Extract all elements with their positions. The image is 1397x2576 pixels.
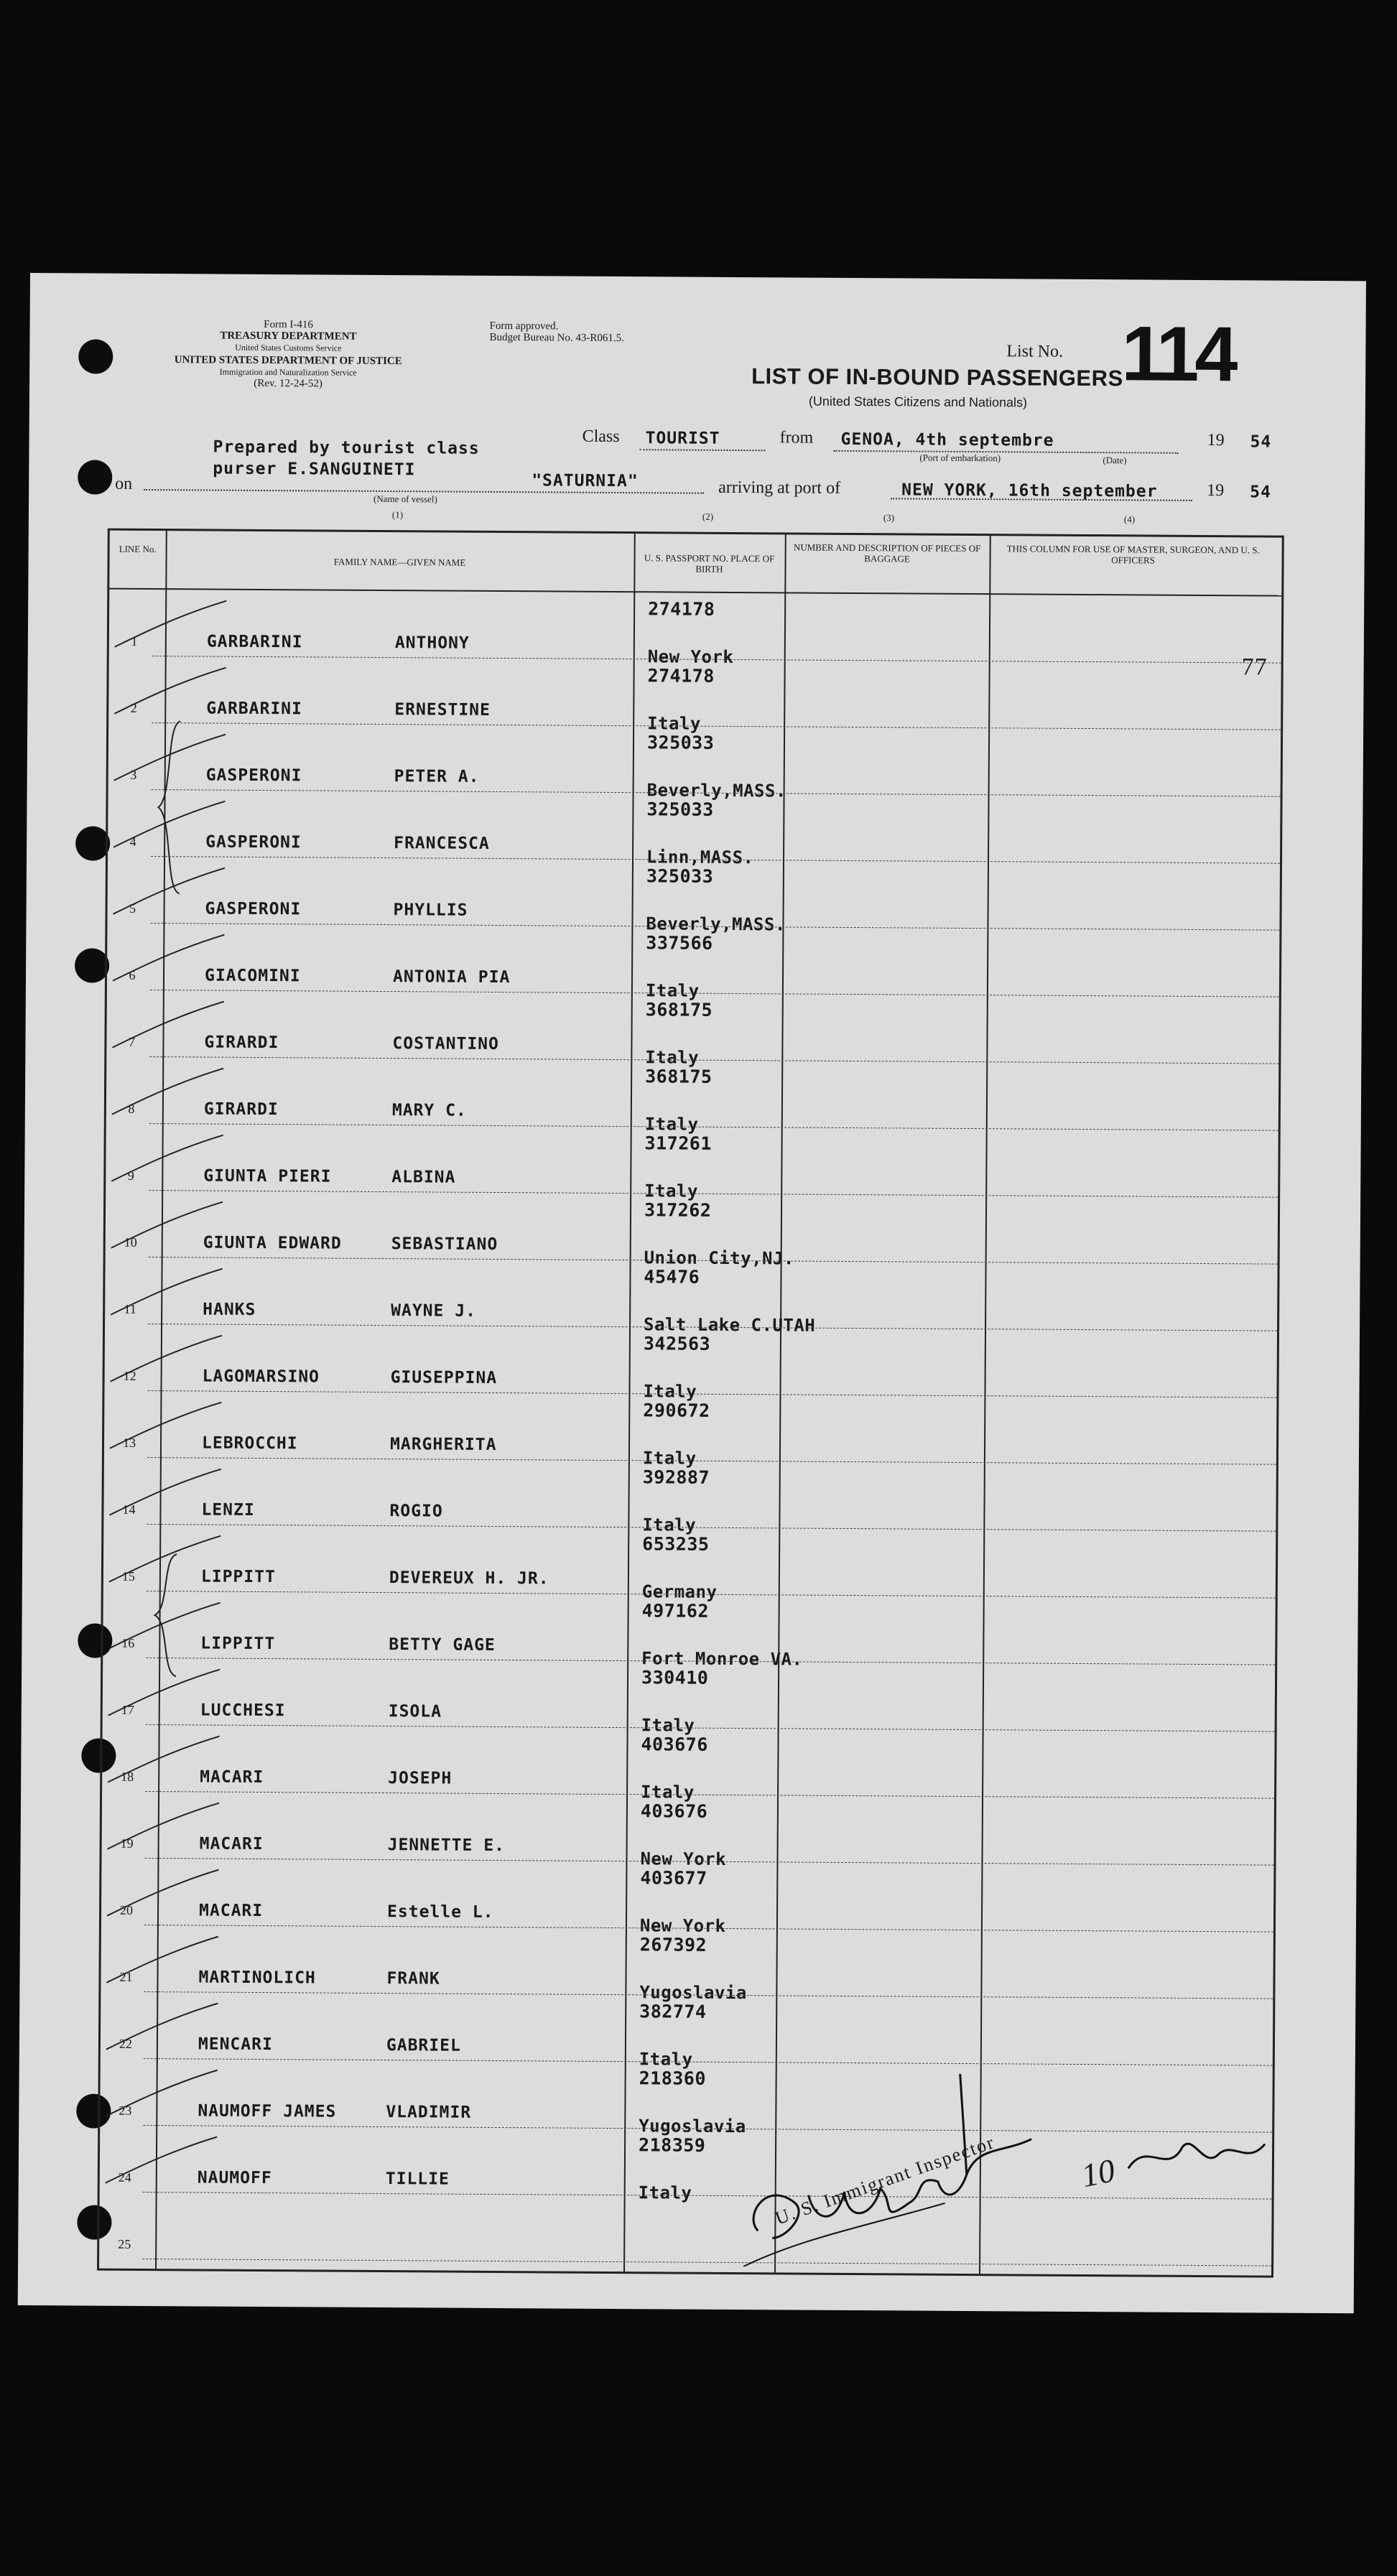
line-number: 5 <box>129 901 136 916</box>
line-number: 1 <box>131 633 138 648</box>
place-of-birth: New York <box>647 646 734 667</box>
col-marker-3: (3) <box>883 512 895 524</box>
family-name: NAUMOFF <box>197 2168 272 2188</box>
list-number: 114 <box>1120 310 1234 398</box>
given-name: GABRIEL <box>386 2036 461 2055</box>
table-row <box>102 1792 1275 1869</box>
col-header-officers: THIS COLUMN FOR USE OF MASTER, SURGEON, AND U. S. OFFICERS <box>1006 543 1260 566</box>
date-label: (Date) <box>1103 455 1127 466</box>
line-number: 18 <box>121 1769 134 1784</box>
line-number: 21 <box>119 1969 133 1984</box>
check-tick-mark <box>98 2066 221 2124</box>
check-tick-mark <box>104 1198 226 1256</box>
line-number: 24 <box>118 2170 131 2185</box>
year-1: 54 <box>1250 432 1272 452</box>
inspector-signature <box>729 2058 1075 2269</box>
family-name: GIACOMINI <box>204 966 301 986</box>
passport-number: 218359 <box>639 2134 706 2156</box>
check-tick-mark <box>101 1799 223 1857</box>
line-number: 23 <box>119 2103 132 2118</box>
row-rule <box>142 2259 1271 2266</box>
place-of-birth: Yugoslavia <box>639 2116 746 2137</box>
class-underline <box>640 449 766 451</box>
place-of-birth: Italy <box>647 713 702 734</box>
place-of-birth: Italy <box>644 1114 699 1135</box>
passport-number: 325033 <box>646 732 715 753</box>
table-row <box>106 1057 1279 1135</box>
passport-number: 403677 <box>640 1867 707 1889</box>
given-name: PHYLLIS <box>393 901 468 920</box>
passport-number: 218360 <box>639 2068 707 2089</box>
col-marker-1: (1) <box>391 509 404 521</box>
family-name: LIPPITT <box>200 1634 276 1654</box>
family-name: HANKS <box>203 1300 256 1319</box>
form-title: LIST OF IN-BOUND PASSENGERS <box>751 363 1123 391</box>
given-name: WAYNE J. <box>391 1301 477 1321</box>
year-2: 54 <box>1250 483 1271 502</box>
col-header-passport: U. S. PASSPORT NO. PLACE OF BIRTH <box>644 552 775 575</box>
check-tick-mark <box>105 1064 227 1122</box>
place-of-birth: New York <box>639 1915 726 1936</box>
family-name: LIPPITT <box>200 1567 276 1587</box>
family-name: MARTINOLICH <box>198 1968 316 1988</box>
table-row <box>99 2193 1272 2266</box>
check-tick-mark <box>108 597 230 655</box>
table-row <box>103 1458 1276 1535</box>
justice-department: UNITED STATES DEPARTMENT OF JUSTICE <box>174 354 402 368</box>
given-name: GIUSEPPINA <box>390 1368 498 1387</box>
on-label: on <box>115 474 133 493</box>
list-no-label: List No. <box>1006 342 1064 361</box>
passport-number: 653235 <box>642 1533 710 1555</box>
line-number: 9 <box>127 1168 134 1183</box>
line-number: 8 <box>128 1101 135 1116</box>
given-name: DEVEREUX H. JR. <box>389 1568 549 1589</box>
place-of-birth: Fort Monroe VA. <box>641 1648 803 1670</box>
passport-number: 497162 <box>641 1600 710 1622</box>
passport-number: 382774 <box>639 2001 707 2022</box>
table-row <box>103 1591 1276 1670</box>
passport-number: 317261 <box>644 1133 713 1154</box>
table-row <box>109 590 1282 667</box>
place-of-birth: Italy <box>644 1181 699 1201</box>
family-name: LEBROCCHI <box>201 1433 298 1454</box>
place-of-birth: Italy <box>639 2049 693 2070</box>
passport-number: 45476 <box>644 1266 700 1288</box>
place-of-birth: Italy <box>641 1782 695 1803</box>
place-of-birth: Italy <box>638 2182 692 2203</box>
place-of-birth: Beverly,MASS. <box>646 913 786 935</box>
place-of-birth: Beverly,MASS. <box>646 780 787 801</box>
given-name: ISOLA <box>388 1702 442 1721</box>
binder-hole <box>78 460 112 494</box>
given-name: PETER A. <box>394 767 480 786</box>
passport-number: 368175 <box>645 1066 713 1087</box>
inspector-stamp: U. S. Immigrant Inspector <box>772 2131 998 2229</box>
given-name: JENNETTE E. <box>387 1836 506 1856</box>
time-note-scrawl <box>1125 2125 1269 2190</box>
given-name: ANTHONY <box>394 633 470 653</box>
table-row <box>103 1658 1276 1736</box>
budget-bureau: Budget Bureau No. 43-R061.5. <box>489 331 624 345</box>
table-row <box>104 1391 1277 1469</box>
passport-number: 392887 <box>642 1466 710 1488</box>
given-name: FRANCESCA <box>394 834 490 853</box>
table-row <box>106 1191 1278 1269</box>
revision-date: (Rev. 12-24-52) <box>254 377 322 390</box>
line-number: 11 <box>124 1301 136 1316</box>
table-row <box>107 857 1280 935</box>
place-of-birth: Linn,MASS. <box>646 847 754 868</box>
check-tick-mark <box>103 1398 225 1456</box>
table-row <box>105 1257 1278 1336</box>
table-row <box>101 1859 1274 1936</box>
check-tick-mark <box>102 1465 224 1523</box>
line-number: 25 <box>118 2236 131 2251</box>
arriving-value: NEW YORK, 16th september <box>901 480 1158 501</box>
binder-hole <box>75 948 109 982</box>
check-tick-mark <box>103 1265 226 1323</box>
passenger-table <box>97 529 1284 2278</box>
year-prefix-2: 19 <box>1207 481 1225 501</box>
place-of-birth: Italy <box>645 980 700 1001</box>
given-name: JOSEPH <box>388 1769 452 1788</box>
place-of-birth: Italy <box>643 1381 697 1402</box>
check-tick-mark <box>104 1131 226 1189</box>
prepared-by: Prepared by tourist class <box>213 437 480 458</box>
family-name: GASPERONI <box>205 899 302 919</box>
passport-number: 317262 <box>644 1199 712 1221</box>
family-name: GIRARDI <box>204 1033 279 1053</box>
document-page <box>18 273 1366 2313</box>
arriving-label: arriving at port of <box>718 478 841 498</box>
passport-number: 290672 <box>643 1400 710 1421</box>
passport-number: 342563 <box>643 1333 711 1354</box>
line-number: 19 <box>120 1836 134 1851</box>
year-prefix-1: 19 <box>1207 431 1225 450</box>
line-number: 7 <box>128 1034 136 1049</box>
col-marker-2: (2) <box>702 511 714 522</box>
time-note: 10 <box>1078 2152 1118 2195</box>
line-number: 15 <box>121 1568 135 1584</box>
col-marker-4: (4) <box>1123 513 1136 525</box>
given-name: SEBASTIANO <box>391 1234 498 1255</box>
family-name: GIUNTA PIERI <box>203 1166 332 1186</box>
family-name: LUCCHESI <box>200 1701 286 1721</box>
family-name: GARBARINI <box>206 699 303 719</box>
col-header-line: LINE No. <box>119 543 157 555</box>
place-of-birth: Union City,NJ. <box>644 1247 795 1269</box>
passport-number: 325033 <box>646 865 714 887</box>
form-subtitle: (United States Citizens and Nationals) <box>808 394 1028 410</box>
line-number: 10 <box>124 1234 137 1250</box>
line-number: 3 <box>130 767 137 782</box>
table-row <box>103 1525 1276 1602</box>
check-tick-mark <box>99 1999 221 2057</box>
given-name: ROGIO <box>389 1502 443 1521</box>
place-of-birth: Yugoslavia <box>639 1982 747 2004</box>
treasury-department: TREASURY DEPARTMENT <box>220 330 357 343</box>
place-of-birth: Italy <box>642 1515 697 1535</box>
line-number: 14 <box>122 1502 136 1517</box>
col-header-baggage: NUMBER AND DESCRIPTION OF PIECES OF BAGGAGE <box>793 541 981 564</box>
given-name: ANTONIA PIA <box>392 967 511 987</box>
line-number: 4 <box>129 834 136 849</box>
passport-number: 368175 <box>645 999 713 1020</box>
place-of-birth: New York <box>640 1849 727 1869</box>
place-of-birth: Germany <box>641 1581 718 1602</box>
family-name: LAGOMARSINO <box>202 1367 320 1387</box>
check-tick-mark <box>105 998 227 1056</box>
given-name: COSTANTINO <box>392 1034 500 1054</box>
given-name: FRANK <box>386 1969 440 1989</box>
table-row <box>101 1925 1273 2004</box>
family-name: GIUNTA EDWARD <box>203 1233 342 1253</box>
line-number: 22 <box>119 2036 133 2051</box>
passport-number: 325033 <box>646 799 714 820</box>
check-tick-mark <box>100 1866 222 1924</box>
purser-name: purser E.SANGUINETI <box>213 459 416 480</box>
passport-number: 403676 <box>641 1734 708 1755</box>
family-name: GASPERONI <box>205 832 302 852</box>
given-name: Estelle L. <box>386 1902 494 1922</box>
officer-mark: 77 <box>1241 654 1268 681</box>
passport-number: 403676 <box>640 1800 708 1822</box>
family-name: LENZI <box>201 1500 255 1520</box>
place-of-birth: Italy <box>645 1047 700 1068</box>
vessel-name: "SATURNIA" <box>532 471 639 491</box>
vessel-label: (Name of vessel) <box>373 493 437 505</box>
given-name: BETTY GAGE <box>389 1635 496 1655</box>
table-row <box>108 723 1281 801</box>
family-name: MACARI <box>199 1834 264 1854</box>
table-row <box>106 1124 1278 1201</box>
given-name: ERNESTINE <box>394 700 491 720</box>
line-number: 12 <box>123 1368 136 1383</box>
place-of-birth: Italy <box>642 1448 697 1469</box>
table-row <box>104 1324 1277 1402</box>
passport-number: 330410 <box>641 1667 709 1688</box>
ins-service: Immigration and Naturalization Service <box>219 366 357 378</box>
given-name: TILLIE <box>385 2170 450 2189</box>
table-row <box>106 990 1279 1068</box>
class-label: Class <box>582 427 620 447</box>
check-tick-mark <box>101 1732 223 1790</box>
line-number: 20 <box>120 1902 134 1917</box>
given-name: MARGHERITA <box>389 1435 497 1454</box>
family-brace <box>147 1550 184 1680</box>
check-tick-mark <box>106 931 228 989</box>
passport-number: 337566 <box>646 932 713 954</box>
family-brace <box>151 717 188 897</box>
family-name: MENCARI <box>198 2035 273 2055</box>
customs-service: United States Customs Service <box>235 342 342 353</box>
table-row <box>101 1992 1273 2070</box>
family-name: MACARI <box>198 1901 264 1921</box>
line-number: 13 <box>122 1435 136 1450</box>
table-row <box>108 656 1281 734</box>
family-name: MACARI <box>200 1767 264 1787</box>
form-approved: Form approved. <box>489 320 559 333</box>
line-number: 17 <box>121 1702 134 1717</box>
family-name: GARBARINI <box>206 632 303 652</box>
line-number: 16 <box>121 1635 135 1650</box>
port-embarkation-label: (Port of embarkation) <box>919 452 1001 464</box>
check-tick-mark <box>107 664 229 722</box>
table-row <box>108 790 1281 868</box>
from-label: from <box>779 428 814 447</box>
table-row <box>102 1725 1275 1803</box>
from-value: GENOA, 4th septembre <box>840 429 1054 450</box>
from-underline <box>834 450 1179 454</box>
passport-number: 274178 <box>648 598 715 620</box>
form-number: Form I-416 <box>264 318 313 331</box>
check-tick-mark <box>98 2133 221 2191</box>
passport-number: 267392 <box>639 1934 707 1956</box>
given-name: MARY C. <box>391 1101 467 1120</box>
line-number: 6 <box>129 967 136 982</box>
family-name: GIRARDI <box>203 1099 279 1120</box>
check-tick-mark <box>103 1331 226 1390</box>
passport-number: 274178 <box>647 665 715 687</box>
given-name: ALBINA <box>391 1168 456 1187</box>
family-name: GASPERONI <box>205 766 302 786</box>
table-row <box>100 2059 1273 2137</box>
line-number: 2 <box>130 700 137 715</box>
given-name: VLADIMIR <box>386 2103 472 2122</box>
table-row <box>107 924 1280 1001</box>
check-tick-mark <box>99 1933 221 1991</box>
family-name: NAUMOFF JAMES <box>198 2101 337 2121</box>
place-of-birth: Salt Lake C.UTAH <box>643 1314 816 1336</box>
place-of-birth: Italy <box>641 1715 695 1736</box>
class-value: TOURIST <box>645 429 720 448</box>
col-header-name: FAMILY NAME—GIVEN NAME <box>333 556 466 568</box>
